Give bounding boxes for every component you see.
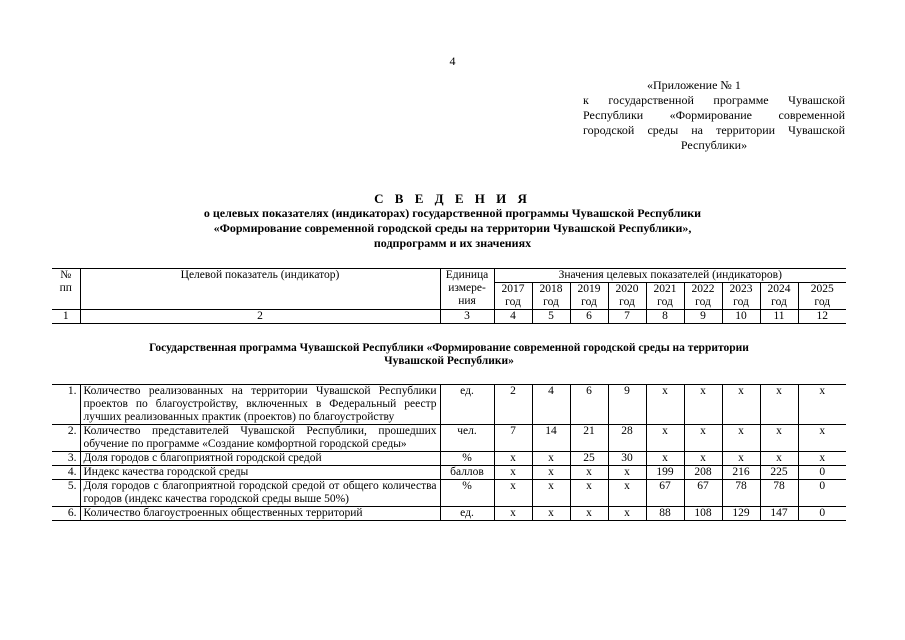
indicator-value: x [532,466,570,480]
column-number: 8 [646,310,684,324]
header-num: № пп [52,269,80,310]
header-year: 2018 год [532,283,570,310]
indicator-value: x [532,507,570,521]
indicator-value: x [722,452,760,466]
table-row [52,452,846,466]
title-line: «Формирование современной городской среды на территории Чувашской Республики», [213,221,692,235]
indicator-value: x [570,466,608,480]
indicator-value: 21 [570,425,608,452]
unit: % [440,480,494,507]
indicator-value: x [494,480,532,507]
header-year: 2019 год [570,283,608,310]
appendix-line: к государственной программе Чувашской [583,93,845,107]
indicator-value: 78 [722,480,760,507]
indicator-value: 78 [760,480,798,507]
indicator-value: 30 [608,452,646,466]
indicator-value: 88 [646,507,684,521]
column-number: 7 [608,310,646,324]
indicator-value: x [646,425,684,452]
column-number: 6 [570,310,608,324]
row-number: 6. [52,507,80,521]
indicator-name: Индекс качества городской среды [80,466,440,480]
indicator-value: x [722,385,760,425]
appendix-note [583,78,845,153]
indicator-value: x [722,425,760,452]
unit: баллов [440,466,494,480]
column-number: 12 [798,310,846,324]
header-row [52,269,846,283]
indicator-value: x [608,507,646,521]
column-number: 11 [760,310,798,324]
indicator-value: 147 [760,507,798,521]
header-year: 2023 год [722,283,760,310]
header-unit: Единица измере-ния [440,269,494,310]
row-number: 3. [52,452,80,466]
page-number: 4 [449,54,456,68]
column-number: 4 [494,310,532,324]
section-title: Государственная программа Чувашской Республики «Формирование современной городской среды на территории Чувашской Республики» [52,324,846,385]
column-number: 9 [684,310,722,324]
indicator-value: x [494,507,532,521]
header-values-group: Значения целевых показателей (индикаторов) [494,269,846,283]
appendix-line: городской среды на территории Чувашской [583,123,845,137]
indicator-value: 208 [684,466,722,480]
title-heading: С В Е Д Е Н И Я [374,191,531,206]
indicator-value: 0 [798,480,846,507]
indicator-value: x [570,507,608,521]
unit: чел. [440,425,494,452]
indicator-value: x [494,466,532,480]
indicator-value: 28 [608,425,646,452]
indicator-value: 9 [608,385,646,425]
indicator-value: x [532,480,570,507]
indicator-value: x [798,385,846,425]
table-row [52,507,846,521]
header-year: 2021 год [646,283,684,310]
column-number: 2 [80,310,440,324]
indicator-value: 129 [722,507,760,521]
header-year: 2025 год [798,283,846,310]
indicator-value: x [760,452,798,466]
indicator-name: Количество реализованных на территории Чувашской Республики проектов по благоустройству, включенных в Федеральный реестр лучших реализованных практик (проектов) по благоустройству [80,385,440,425]
indicator-value: 6 [570,385,608,425]
indicator-value: x [532,452,570,466]
column-number: 1 [52,310,80,324]
row-number: 2. [52,425,80,452]
indicators-table [52,268,846,521]
indicator-name: Количество представителей Чувашской Республики, прошедших обучение по программе «Создание комфортной городской среды» [80,425,440,452]
column-number: 10 [722,310,760,324]
indicator-value: 216 [722,466,760,480]
indicator-name: Доля городов с благоприятной городской средой от общего количества городов (индекс качества городской среды выше 50%) [80,480,440,507]
column-number: 3 [440,310,494,324]
indicator-name: Доля городов с благоприятной городской средой [80,452,440,466]
title-line: подпрограмм и их значениях [373,236,532,250]
row-number: 1. [52,385,80,425]
indicator-value: x [684,385,722,425]
indicator-value: x [608,466,646,480]
table-row [52,480,846,507]
header-year: 2017 год [494,283,532,310]
unit: ед. [440,385,494,425]
table-row [52,466,846,480]
indicator-value: x [494,452,532,466]
indicator-value: x [760,385,798,425]
indicator-value: 0 [798,507,846,521]
header-year: 2020 год [608,283,646,310]
indicator-value: x [760,425,798,452]
document-title [120,191,785,251]
indicator-value: 108 [684,507,722,521]
indicator-value: 67 [684,480,722,507]
indicator-name: Количество благоустроенных общественных территорий [80,507,440,521]
indicator-value: x [684,425,722,452]
indicator-value: 4 [532,385,570,425]
indicator-value: x [570,480,608,507]
indicator-value: x [684,452,722,466]
unit: ед. [440,507,494,521]
table-row [52,425,846,452]
section-row [52,324,846,385]
header-indicator: Целевой показатель (индикатор) [80,269,440,310]
column-number: 5 [532,310,570,324]
indicator-value: 7 [494,425,532,452]
indicator-value: 14 [532,425,570,452]
appendix-line: Республики «Формирование современной [583,108,845,122]
title-line: о целевых показателях (индикаторах) государственной программы Чувашской Республики [203,206,702,220]
indicator-value: 67 [646,480,684,507]
indicator-value: x [646,452,684,466]
indicator-value: 199 [646,466,684,480]
table-body [52,385,846,521]
indicator-value: x [798,452,846,466]
appendix-line: Республики» [680,138,748,152]
row-number: 4. [52,466,80,480]
indicator-value: 225 [760,466,798,480]
column-numbers-row [52,310,846,324]
unit: % [440,452,494,466]
header-year: 2024 год [760,283,798,310]
indicator-value: x [798,425,846,452]
table-row [52,385,846,425]
indicator-value: 25 [570,452,608,466]
indicator-value: x [646,385,684,425]
header-year: 2022 год [684,283,722,310]
indicator-value: x [608,480,646,507]
indicator-value: 0 [798,466,846,480]
row-number: 5. [52,480,80,507]
indicator-value: 2 [494,385,532,425]
appendix-line: «Приложение № 1 [647,78,741,92]
